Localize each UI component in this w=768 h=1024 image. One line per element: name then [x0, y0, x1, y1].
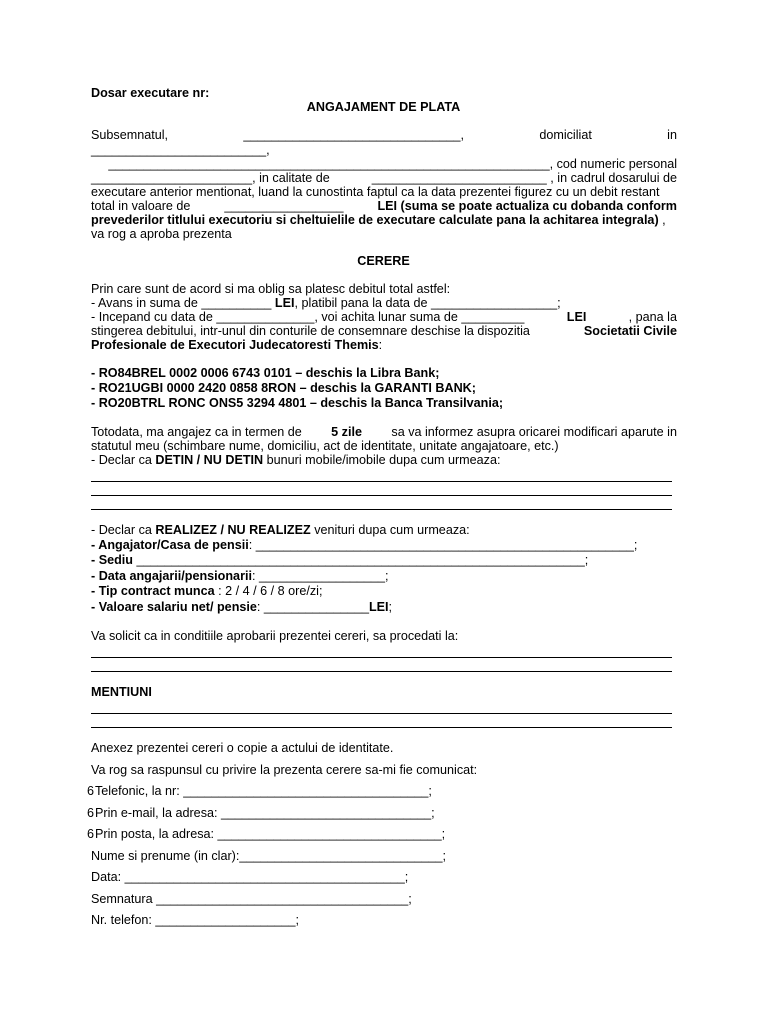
anexez-line: Anexez prezentei cereri o copie a actului de identitate. — [91, 741, 394, 755]
totodata-line: Totodata, ma angajez ca in termen de 5 zile sa va informez asupra oricarei modificari aparute in — [91, 425, 677, 439]
cerere-line-1: Prin care sunt de acord si ma oblig sa platesc debitul total astfel: — [91, 282, 451, 296]
total-field: _________________ — [224, 199, 344, 213]
tip-contract-field: - Tip contract munca : 2 / 4 / 6 / 8 ore/zi; — [91, 584, 323, 598]
statut-line: statutul meu (schimbare nume, domiciliu, act de identitate, unitate angajatoare, etc.) — [91, 439, 559, 453]
themis-line: Profesionale de Executori Judecatoresti Themis: — [91, 338, 383, 352]
aproba-line: va rog a aproba prezenta — [91, 227, 232, 241]
avans-line: - Avans in suma de __________ LEI, platibil pana la data de __________________; — [91, 296, 561, 310]
angajator-field: - Angajator/Casa de pensii: ______________________________________________________; — [91, 538, 638, 552]
bunuri-line-3 — [91, 509, 672, 510]
bunuri-line-2 — [91, 495, 672, 496]
account-transilvania: - RO20BTRL RONC ONS5 3294 4801 – deschis la Banca Transilvania; — [91, 396, 504, 410]
domiciliat-label: domiciliat — [539, 128, 592, 142]
account-libra: - RO84BREL 0002 0006 6743 0101 – deschis la Libra Bank; — [91, 366, 440, 380]
nume-field: Nume si prenume (in clar):_____________________________; — [91, 849, 446, 863]
realizez-line: - Declar ca REALIZEZ / NU REALIZEZ venituri dupa cum urmeaza: — [91, 523, 470, 537]
dosar-ref: _________________________ , in cadrul dosarului de — [371, 171, 677, 185]
bunuri-line-1 — [91, 481, 672, 482]
bullet-icon: 6 — [87, 806, 95, 820]
account-garanti: - RO21UGBI 0000 2420 0858 8RON – deschis la GARANTI BANK; — [91, 381, 476, 395]
detin-line: - Declar ca DETIN / NU DETIN bunuri mobile/imobile dupa cum urmeaza: — [91, 453, 501, 467]
address-field: _________________________, — [91, 143, 270, 157]
bullet-icon: 6 — [87, 784, 95, 798]
mentiuni-heading: MENTIUNI — [91, 685, 152, 699]
executare-line: executare anterior mentionat, luand la cunostinta faptul ca la data prezentei figurez cu un debit restant — [91, 185, 660, 199]
cnp-line: _______________________________________________________________, cod numeric personal — [108, 157, 677, 171]
titlu-line: prevederilor titlului executoriu si cheltuielile de executare calculate pana la achitarea integrala) , — [91, 213, 666, 227]
lei-clause: LEI (suma se poate actualiza cu dobanda conform — [377, 199, 677, 213]
cerere-heading: CERERE — [357, 254, 410, 268]
mentiuni-blank-2 — [91, 727, 672, 728]
data-angajarii-field: - Data angajarii/pensionarii: __________________; — [91, 569, 389, 583]
data-field: Data: ________________________________________; — [91, 870, 409, 884]
va-rog-line: Va rog sa raspunsul cu privire la prezenta cerere sa-mi fie comunicat: — [91, 763, 478, 777]
total-label: total in valoare de — [91, 199, 191, 213]
lunar-line: - Incepand cu data de ______________, voi achita lunar suma de _________ LEI , pana la — [91, 310, 677, 324]
solicit-blank-2 — [91, 671, 672, 672]
sediu-field: - Sediu ________________________________________________________________; — [91, 553, 589, 567]
solicit-line: Va solicit ca in conditiile aprobarii prezentei cereri, sa procedati la: — [91, 629, 459, 643]
subsemnatul-label: Subsemnatul, — [91, 128, 169, 142]
semnatura-field: Semnatura ____________________________________; — [91, 892, 412, 906]
calitate-line — [91, 171, 677, 186]
document-title: ANGAJAMENT DE PLATA — [306, 100, 461, 114]
cnp-field: _______________________, in calitate de — [91, 171, 330, 185]
mentiuni-blank-1 — [91, 713, 672, 714]
intro-line-1 — [91, 128, 677, 143]
option-telefonic: 6Telefonic, la nr: ___________________________________; — [87, 784, 432, 798]
debit-line — [91, 199, 677, 214]
name-field: _______________________________, — [243, 128, 464, 142]
in-label: in — [667, 128, 677, 142]
bullet-icon: 6 — [87, 827, 95, 841]
conturi-line: stingerea debitului, intr-unul din conturile de consemnare deschise la dispozitia Societatii Civile — [91, 324, 677, 338]
option-posta: 6Prin posta, la adresa: ________________________________; — [87, 827, 446, 841]
salariu-field: - Valoare salariu net/ pensie: _______________LEI; — [91, 600, 393, 614]
telefon-field: Nr. telefon: ____________________; — [91, 913, 299, 927]
option-email: 6Prin e-mail, la adresa: ______________________________; — [87, 806, 435, 820]
solicit-blank-1 — [91, 657, 672, 658]
dosar-label: Dosar executare nr: — [91, 86, 210, 100]
